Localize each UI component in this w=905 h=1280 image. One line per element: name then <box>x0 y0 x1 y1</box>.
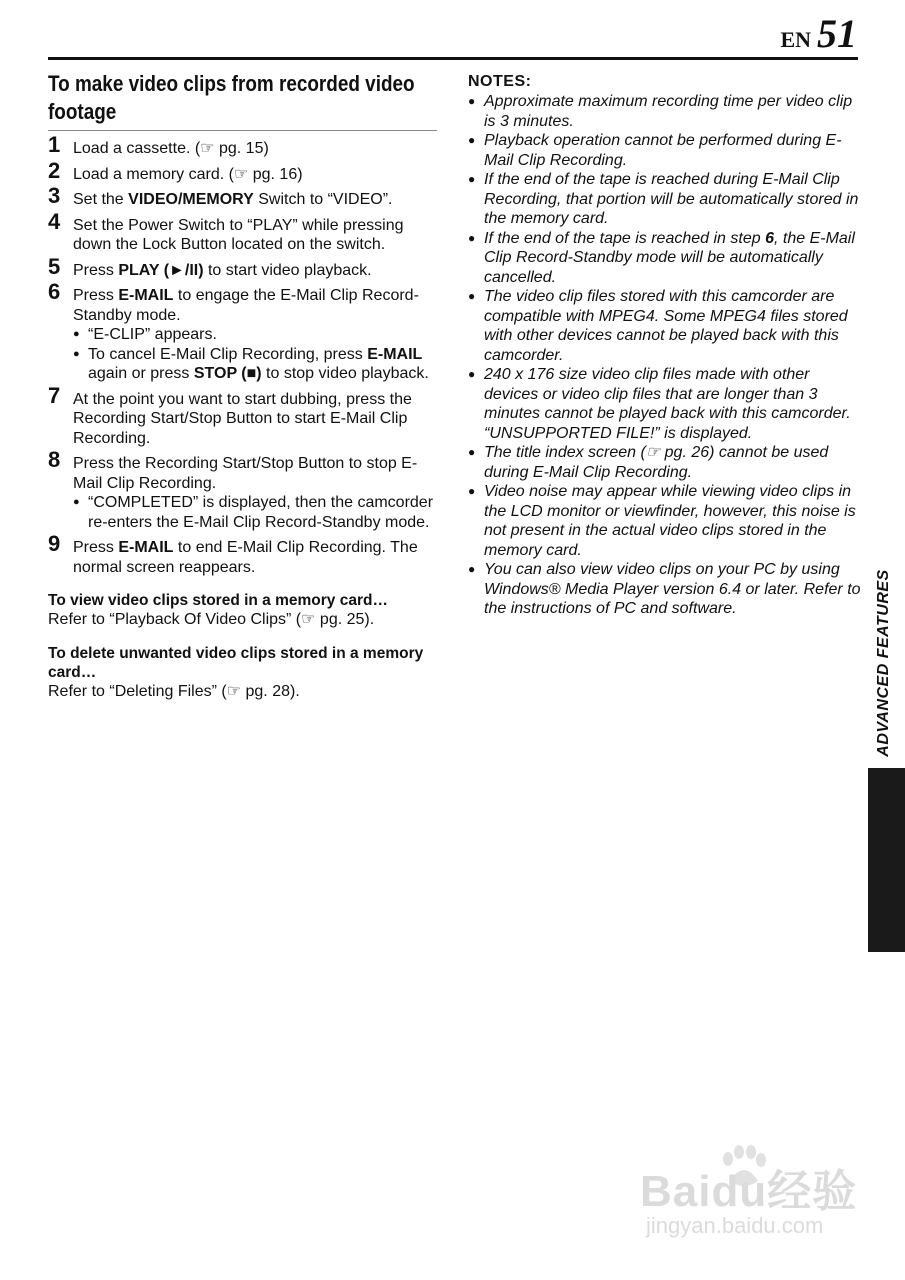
body-text: to end E-Mail Clip Recording. The normal screen reappears. <box>73 539 418 576</box>
step-text <box>73 190 440 210</box>
step-number: 3 <box>48 183 61 208</box>
step-item <box>48 157 440 185</box>
note-item <box>468 365 863 443</box>
body-text: To cancel E-Mail Clip Recording, press <box>88 345 368 363</box>
step-item <box>48 382 440 449</box>
body-text: 240 x 176 size video clip files made with other devices or video clip files that are longer than 3 minutes cannot be played back with this camcorder. “UNSUPPORTED FILE!” is displayed. <box>484 366 851 442</box>
step-item <box>48 447 440 532</box>
note-item <box>468 229 863 288</box>
body-text: Set the Power Switch to “PLAY” while pressing down the Lock Button located on the switch. <box>73 216 404 253</box>
step-item <box>48 208 440 255</box>
body-text: “E-CLIP” appears. <box>88 326 217 343</box>
notes-heading: NOTES: <box>468 73 532 90</box>
step-text <box>73 261 440 281</box>
body-text: If the end of the tape is reached in step <box>484 229 766 247</box>
note-item <box>468 560 863 619</box>
body-text: The title index screen (☞ pg. 26) cannot be used during E-Mail Clip Recording. <box>484 444 829 481</box>
step-number: 4 <box>48 208 61 234</box>
body-text: again or press <box>88 365 194 382</box>
section-title: To make video clips from recorded video footage <box>48 71 415 124</box>
emphasis-text: E-MAIL <box>118 287 174 304</box>
step-number: 9 <box>48 531 61 556</box>
step-number: 7 <box>48 382 61 408</box>
body-text: Approximate maximum recording time per video clip is 3 minutes. <box>484 93 853 130</box>
body-text: to start video playback. <box>203 261 372 279</box>
step-text <box>73 538 440 577</box>
step-text <box>73 454 440 493</box>
page-number <box>780 11 857 56</box>
step-sub-item <box>73 493 440 532</box>
step-item <box>48 132 440 159</box>
emphasis-text: 6 <box>765 229 774 247</box>
body-text: Press the Recording Start/Stop Button to stop E-Mail Clip Recording. <box>73 455 418 492</box>
body-text: Set the <box>73 191 129 208</box>
step-sub-item <box>73 325 440 345</box>
step-item <box>48 531 440 577</box>
language-tag: EN <box>780 27 811 52</box>
watermark-url: jingyan.baidu.com <box>646 1213 824 1238</box>
step-number: 8 <box>48 447 61 472</box>
body-text: Video noise may appear while viewing video clips in the LCD monitor or viewfinder, however, this noise is not present in the actual video clips stored in the memory card. <box>484 483 856 559</box>
body-text: At the point you want to start dubbing, press the Recording Start/Stop Button to start E-Mail Clip Recording. <box>73 390 412 447</box>
body-text: Press <box>73 539 119 556</box>
body-text: You can also view video clips on your PC by using Windows® Media Player version 6.4 or later. Refer to the instructions of PC and software. <box>484 561 861 617</box>
body-text: Playback operation cannot be performed during E-Mail Clip Recording. <box>484 132 842 169</box>
emphasis-text: VIDEO/MEMORY <box>128 191 254 208</box>
emphasis-text: PLAY (►/II) <box>118 261 204 279</box>
body-text: Press <box>73 287 119 304</box>
header-rule <box>48 57 858 60</box>
note-item <box>468 482 863 560</box>
note-item <box>468 131 863 170</box>
title-divider <box>48 130 437 131</box>
step-sub-list <box>73 493 440 532</box>
view-clips-body: Refer to “Playback Of Video Clips” (☞ pg. 25). <box>48 611 375 628</box>
step-text <box>73 390 440 449</box>
notes-list <box>468 92 863 619</box>
step-item <box>48 279 440 384</box>
step-sub-list <box>73 325 440 384</box>
body-text: , the E-Mail Clip Record-Standby mode will be automatically cancelled. <box>484 229 855 286</box>
section-tab-marker <box>868 768 905 952</box>
note-item <box>468 443 863 482</box>
delete-clips-heading: To delete unwanted video clips stored in a memory card… <box>48 644 424 681</box>
note-item <box>468 287 863 365</box>
page-number-value: 51 <box>817 11 857 56</box>
step-text <box>73 165 440 185</box>
step-text <box>73 139 440 159</box>
body-text: to stop video playback. <box>261 365 429 382</box>
note-item <box>468 170 863 229</box>
body-text: The video clip files stored with this camcorder are compatible with MPEG4. Some MPEG4 files stored with other devices cannot be played back with this camcorder. <box>484 288 848 364</box>
step-number: 2 <box>48 157 61 183</box>
step-sub-item <box>73 345 440 384</box>
step-number: 5 <box>48 253 61 279</box>
step-number: 1 <box>48 132 61 157</box>
step-number: 6 <box>48 279 61 304</box>
watermark <box>640 1155 880 1255</box>
right-column <box>468 72 863 619</box>
left-column <box>48 70 440 701</box>
step-text <box>73 286 440 325</box>
section-tab-label <box>876 568 892 758</box>
section-tab-text: ADVANCED FEATURES <box>875 569 892 757</box>
steps-list <box>48 132 440 577</box>
step-item <box>48 183 440 210</box>
body-text: “COMPLETED” is displayed, then the camcorder re-enters the E-Mail Clip Record-Standby mode. <box>88 494 434 531</box>
body-text: Press <box>73 261 119 279</box>
emphasis-text: STOP (■) <box>193 365 262 382</box>
body-text: Load a cassette. (☞ pg. 15) <box>73 140 269 157</box>
watermark-brand: Baidu经验 <box>640 1167 858 1216</box>
body-text: If the end of the tape is reached during E-Mail Clip Recording, that portion will be automatically stored in the memory card. <box>484 171 859 227</box>
emphasis-text: E-MAIL <box>367 345 423 363</box>
emphasis-text: E-MAIL <box>118 539 174 556</box>
view-clips-heading: To view video clips stored in a memory card… <box>48 592 388 609</box>
body-text: Load a memory card. (☞ pg. 16) <box>73 165 303 183</box>
step-text <box>73 216 440 255</box>
body-text: Switch to “VIDEO”. <box>253 191 393 208</box>
body-text: to engage the E-Mail Clip Record-Standby mode. <box>73 287 419 324</box>
step-item <box>48 253 440 281</box>
note-item <box>468 92 863 131</box>
delete-clips-body: Refer to “Deleting Files” (☞ pg. 28). <box>48 682 300 700</box>
